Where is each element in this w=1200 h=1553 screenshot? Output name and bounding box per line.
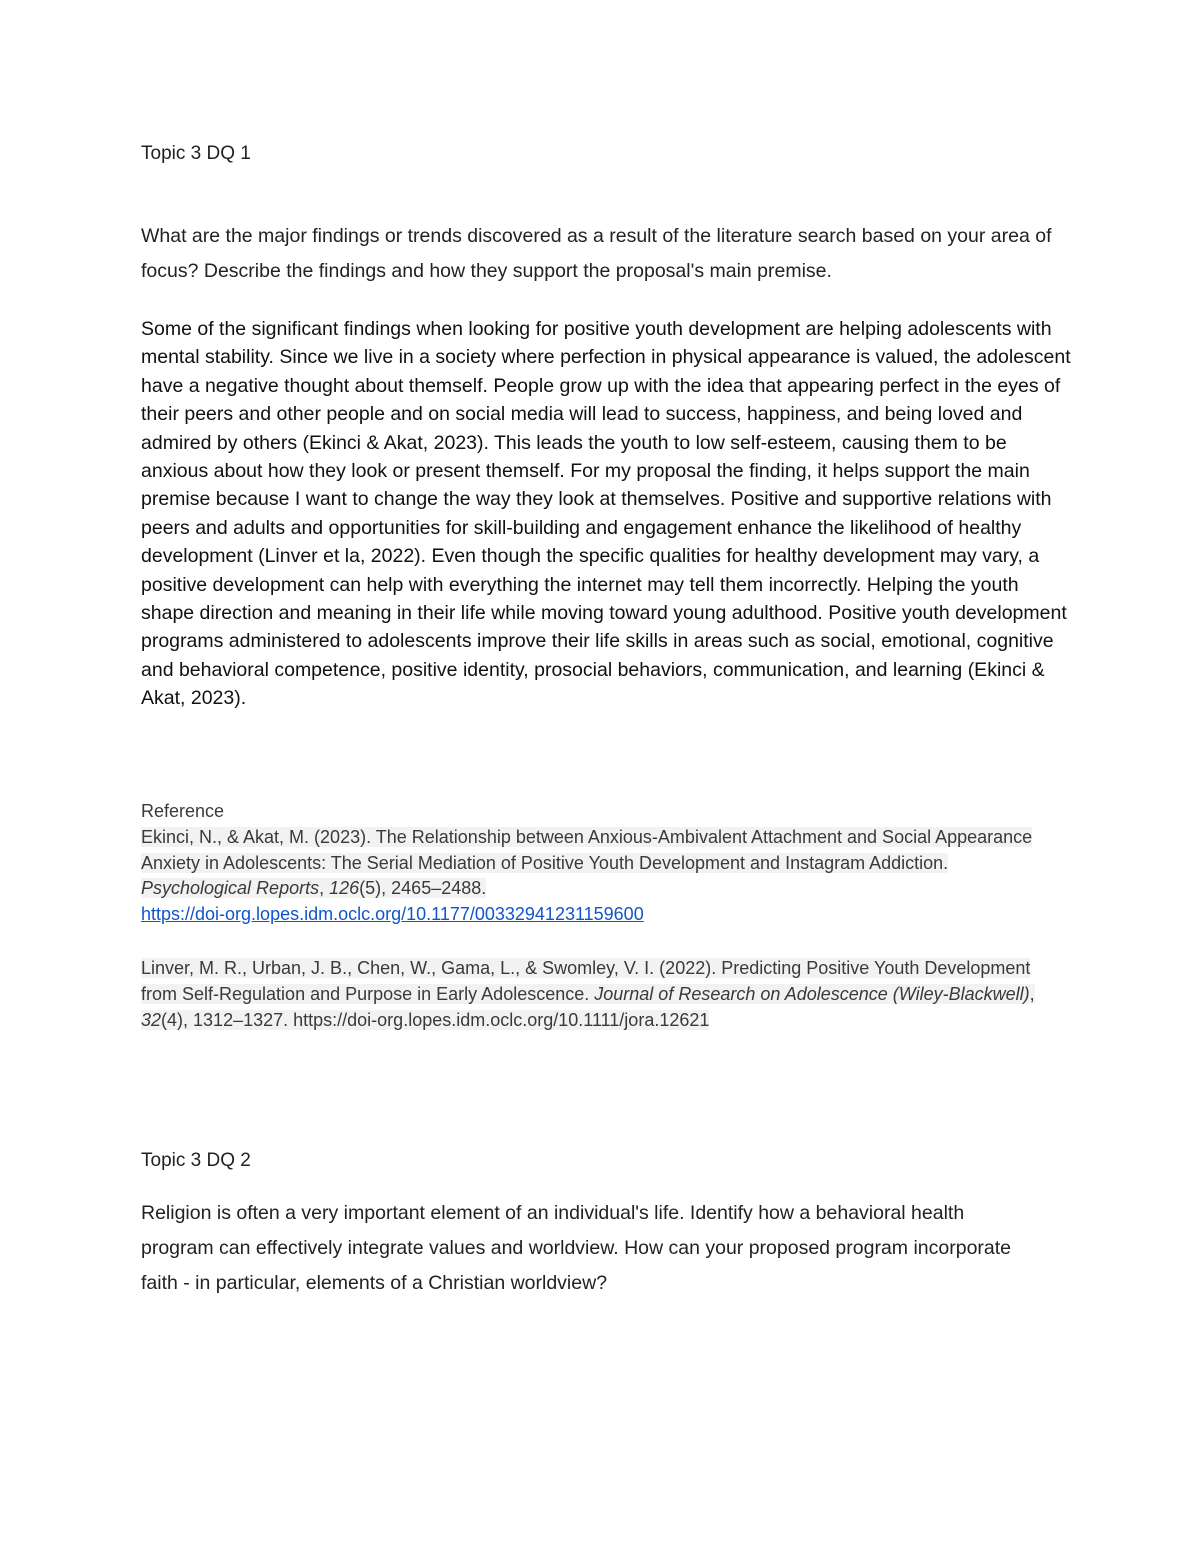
references-heading: Reference	[141, 801, 225, 821]
reference-ekinci-issue-pages: (5), 2465–2488.	[359, 878, 487, 899]
dq1-title: Topic 3 DQ 1	[141, 143, 251, 164]
dq1-question: What are the major findings or trends discovered as a result of the literature search based on your area of focus? Describe the findings and how they support the proposal's main premise.	[141, 225, 1052, 282]
reference-linver-sep: ,	[1029, 983, 1035, 1004]
reference-linver-journal: Journal of Research on Adolescence (Wiley-Blackwell)	[594, 983, 1030, 1004]
reference-linver-volume: 32	[141, 1009, 162, 1030]
reference-linver-block	[141, 956, 1061, 1033]
reference-ekinci-doi-link[interactable]: https://doi-org.lopes.idm.oclc.org/10.1177/00332941231159600	[141, 904, 644, 925]
reference-ekinci-journal: Psychological Reports	[141, 878, 320, 899]
references-section	[141, 799, 1061, 928]
reference-linver-text: Linver, M. R., Urban, J. B., Chen, W., Gama, L., & Swomley, V. I. (2022). Predicting Positive Youth Development from Self-Regulation and Purpose in Early Adolescence.	[141, 958, 1031, 1004]
dq2-question: Religion is often a very important element of an individual's life. Identify how a behavioral health program can effectively integrate values and worldview. How can your proposed program incorporate faith - in particular, elements of a Christian worldview?	[141, 1202, 1012, 1294]
reference-ekinci-text: Ekinci, N., & Akat, M. (2023). The Relationship between Anxious-Ambivalent Attachment and Social Appearance Anxiety in Adolescents: The Serial Mediation of Positive Youth Development and Instagram Addiction.	[141, 826, 1033, 873]
reference-ekinci-sep: ,	[319, 878, 330, 899]
reference-ekinci	[141, 825, 1061, 928]
reference-linver	[141, 956, 1061, 1033]
reference-ekinci-volume: 126	[329, 878, 360, 899]
dq2-title: Topic 3 DQ 2	[141, 1150, 251, 1171]
reference-linver-issue-pages: (4), 1312–1327. https://doi-org.lopes.idm.oclc.org/10.1111/jora.12621	[161, 1009, 710, 1030]
dq1-response: Some of the significant findings when looking for positive youth development are helping adolescents with mental stability. Since we live in a society where perfection in physical appearance is valued, the adolescent have a negative thought about themself. People grow up with the idea that appearing perfect in the eyes of their peers and other people and on social media will lead to success, happiness, and being loved and admired by others (Ekinci & Akat, 2023). This leads the youth to low self-esteem, causing them to be anxious about how they look or present themself. For my proposal the finding, it helps support the main premise because I want to change the way they look at themselves. Positive and supportive relations with peers and adults and opportunities for skill-building and engagement enhance the likelihood of healthy development (Linver et la, 2022). Even though the specific qualities for healthy development may vary, a positive development can help with everything the internet may tell them incorrectly. Helping the youth shape direction and meaning in their life while moving toward young adulthood. Positive youth development programs administered to adolescents improve their life skills in areas such as social, emotional, cognitive and behavioral competence, positive identity, prosocial behaviors, communication, and learning (Ekinci & Akat, 2023).	[141, 318, 1071, 710]
